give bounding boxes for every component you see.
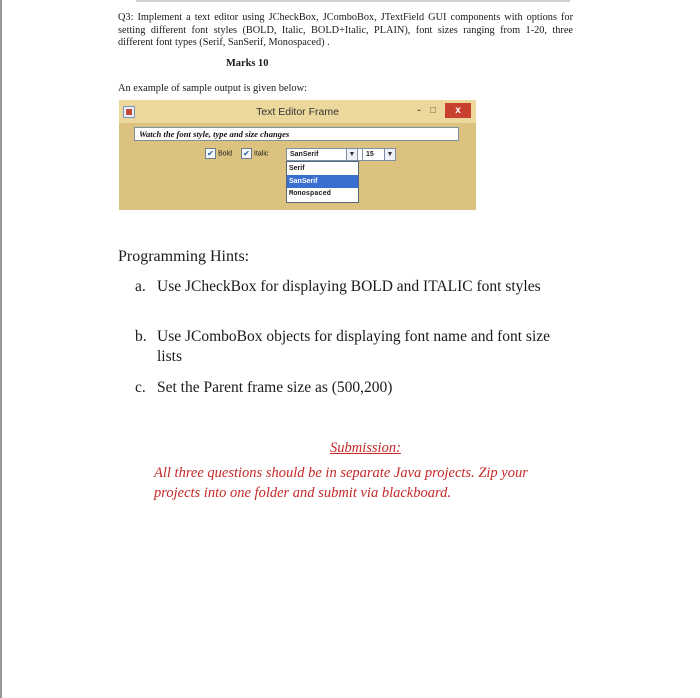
checkmark-icon: ✔ — [241, 148, 252, 159]
submission-text: All three questions should be in separate Java projects. Zip your projects into one folder and submit via blackboard. — [154, 465, 528, 501]
frame-title: Text Editor Frame — [256, 106, 339, 118]
hint-label: a. — [135, 278, 146, 295]
sample-output-frame — [119, 100, 476, 210]
bold-checkbox-label: Bold — [218, 150, 233, 158]
dropdown-option-sanserif: SanSerif — [287, 175, 358, 188]
font-size-combo: 15 — [362, 148, 396, 161]
hint-text: Use JCheckBox for displaying BOLD and ITALIC font styles — [157, 278, 541, 295]
hints-title: Programming Hints: — [118, 248, 250, 265]
hint-text: Set the Parent frame size as (500,200) — [157, 379, 393, 396]
page-left-border — [0, 0, 2, 698]
page-top-divider — [136, 0, 570, 2]
minimize-icon: - — [417, 105, 421, 116]
italic-checkbox-label: Italic — [254, 150, 269, 158]
example-label: An example of sample output is given below: — [118, 83, 308, 94]
question-text: Q3: Implement a text editor using JCheckBox, JComboBox, JTextField GUI components with options for setting different font styles (BOLD, Italic, BOLD+Italic, PLAIN), font sizes ranging from 1-20, three different font types (Serif, SanSerif, Monospaced) . — [118, 12, 573, 49]
submission-heading: Submission: — [330, 440, 401, 456]
chevron-down-icon: ▼ — [384, 148, 396, 161]
font-name-combo: SanSerif — [286, 148, 374, 161]
maximize-icon: □ — [429, 105, 437, 116]
dropdown-option-serif: Serif — [289, 165, 305, 172]
checkmark-icon: ✔ — [205, 148, 216, 159]
italic-checkbox — [241, 148, 268, 160]
marks-label: Marks 10 — [226, 58, 269, 69]
chevron-down-icon: ▼ — [346, 148, 358, 161]
hint-label: b. — [135, 328, 147, 345]
hint-text: Use JComboBox objects for displaying font name and font size lists — [157, 328, 551, 365]
font-dropdown-list — [286, 161, 359, 203]
dropdown-option-monospaced: Monospaced — [289, 190, 332, 198]
frame-titlebar — [119, 100, 476, 123]
bold-checkbox — [205, 148, 232, 160]
hint-label: c. — [135, 379, 146, 396]
sample-text-field: Watch the font style, type and size changes — [134, 127, 459, 141]
close-icon: x — [445, 103, 471, 118]
